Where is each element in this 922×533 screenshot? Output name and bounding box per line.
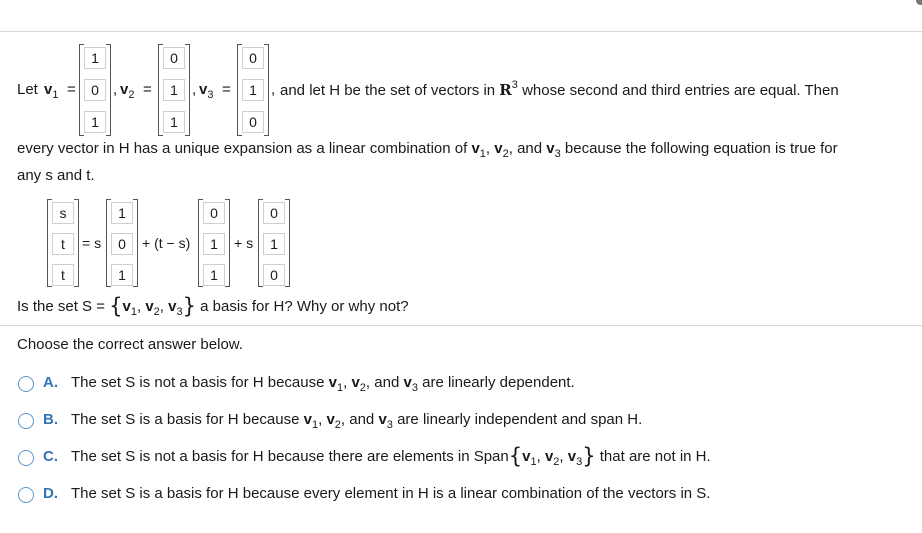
any-s-t-line: any s and t. bbox=[17, 167, 95, 184]
v1-label: $v_1$ bbox=[44, 81, 59, 101]
v2-equals: = bbox=[143, 81, 152, 98]
option-a-radio[interactable] bbox=[18, 376, 34, 392]
vector-cell[interactable]: 1 bbox=[163, 111, 185, 133]
expansion-line: every vector in H has a unique expansion as a linear combination of $v_1$, $v_2$, and $v_3$ because the following equation is true for bbox=[17, 140, 838, 160]
option-a-text[interactable]: The set S is not a basis for H because $v_1$, $v_2$, and $v_3$ are linearly dependent. bbox=[71, 374, 575, 394]
option-b-radio[interactable] bbox=[18, 413, 34, 429]
intro-text: and let H be the set of vectors in $R^3$ whose second and third entries are equal. Then bbox=[280, 79, 839, 99]
option-b-text[interactable]: The set S is a basis for H because $v_1$, $v_2$, and $v_3$ are linearly independent and span H. bbox=[71, 411, 643, 431]
vector-cell[interactable]: 1 bbox=[111, 264, 133, 286]
v2-label: $v_2$ bbox=[120, 81, 135, 101]
vector-cell[interactable]: 1 bbox=[84, 111, 106, 133]
top-divider bbox=[0, 31, 922, 32]
let-label: Let bbox=[17, 81, 38, 98]
vector-cell[interactable]: 0 bbox=[111, 233, 133, 255]
option-c-text[interactable]: The set S is not a basis for H because there are elements in $Span\{v_1$, $v_2$, $v_3$} that are not in H. bbox=[71, 444, 711, 468]
option-c-letter: C. bbox=[43, 448, 58, 465]
vector-cell[interactable]: 0 bbox=[163, 47, 185, 69]
vector-cell[interactable]: 1 bbox=[111, 202, 133, 224]
vector-cell[interactable]: 0 bbox=[84, 79, 106, 101]
vector-cell[interactable]: 1 bbox=[84, 47, 106, 69]
vector-cell[interactable]: 1 bbox=[203, 264, 225, 286]
option-d-text[interactable]: The set S is a basis for H because every element in H is a linear combination of the vectors in S. bbox=[71, 485, 711, 502]
option-c-radio[interactable] bbox=[18, 450, 34, 466]
vector-cell[interactable]: 0 bbox=[242, 111, 264, 133]
vector-cell[interactable]: 1 bbox=[203, 233, 225, 255]
corner-dot bbox=[916, 0, 922, 5]
vector-cell[interactable]: t bbox=[52, 264, 74, 286]
choose-prompt: Choose the correct answer below. bbox=[17, 336, 243, 353]
vector-cell[interactable]: 0 bbox=[203, 202, 225, 224]
comma: , bbox=[113, 81, 118, 98]
option-d-letter: D. bbox=[43, 485, 58, 502]
vector-cell[interactable]: 0 bbox=[242, 47, 264, 69]
vector-cell[interactable]: 0 bbox=[263, 264, 285, 286]
v1-equals: = bbox=[67, 81, 76, 98]
v3-equals: = bbox=[222, 81, 231, 98]
plus-s: + s bbox=[234, 235, 254, 251]
option-d-radio[interactable] bbox=[18, 487, 34, 503]
answer-divider bbox=[0, 325, 922, 326]
comma: , bbox=[192, 81, 197, 98]
vector-cell[interactable]: t bbox=[52, 233, 74, 255]
option-a-letter: A. bbox=[43, 374, 58, 391]
question-text: Is the set $S = \{v_1$, $v_2$, $v_3$} a basis for H? Why or why not? bbox=[17, 294, 409, 318]
vector-cell[interactable]: 1 bbox=[263, 233, 285, 255]
option-b-letter: B. bbox=[43, 411, 58, 428]
v3-label: $v_3$ bbox=[199, 81, 214, 101]
plus-t-minus-s: + (t − s) bbox=[142, 235, 191, 251]
vector-cell[interactable]: 1 bbox=[242, 79, 264, 101]
vector-cell[interactable]: 1 bbox=[163, 79, 185, 101]
vector-cell[interactable]: 0 bbox=[263, 202, 285, 224]
vector-cell[interactable]: s bbox=[52, 202, 74, 224]
comma: , bbox=[271, 81, 276, 98]
equals-s: = s bbox=[82, 235, 102, 251]
